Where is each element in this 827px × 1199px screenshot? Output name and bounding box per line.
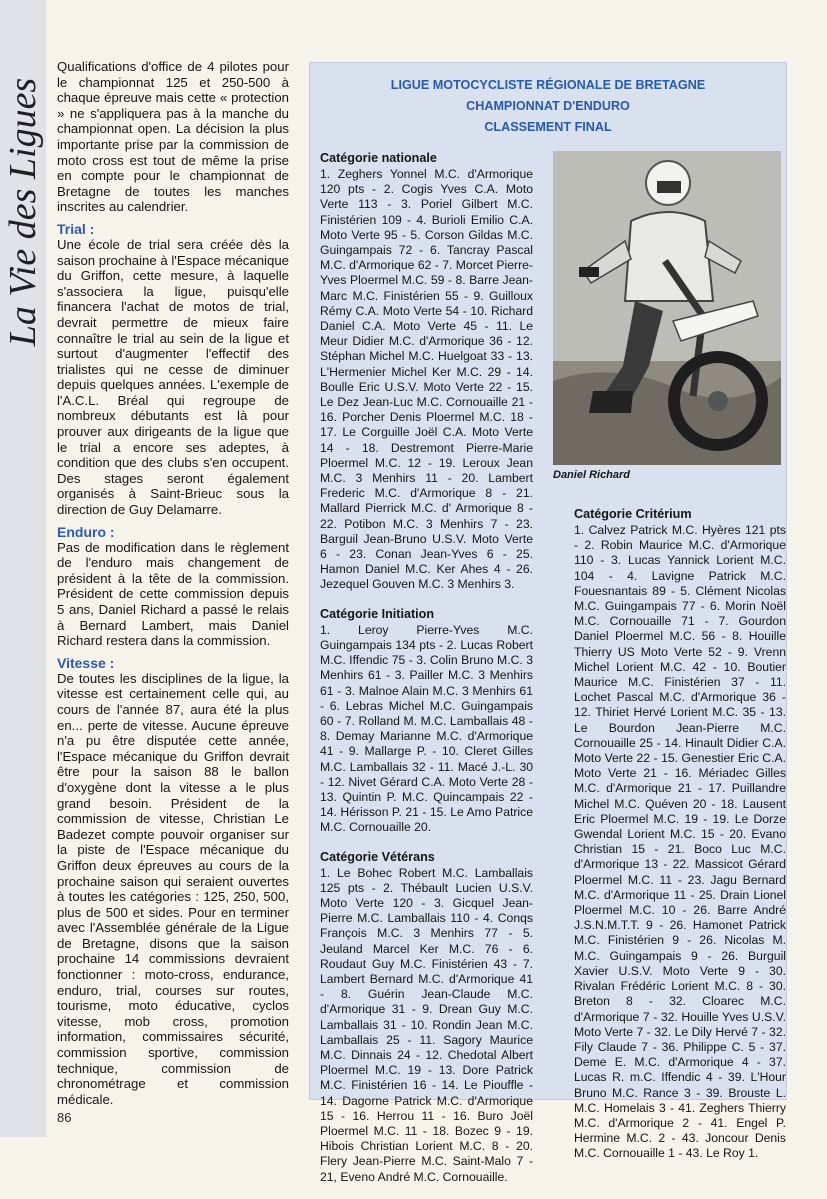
intro-paragraph: Qualifications d'office de 4 pilotes pour le championnat 125 et 250-500 à chaque épreuve mais cette « protection » ne s'appliquera pas à la manche du championnat open. La décision la plus importante prise par la commission de moto cross est tout de même la prise en compte pour le championnat de Bretagne de toutes les manches inscrites au calendrier.	[57, 59, 289, 215]
vitesse-paragraph: De toutes les disciplines de la ligue, la vitesse est certainement celle qui, au cours de l'année 87, aura été la plus en... perte de vitesse. Aucune épreuve n'a pu être disputée cette année, l'Espace mécanique du Griffon devrait être pour la saison 88 le ballon d'oxygène dont la vitesse a le plus grand besoin. Président de la commission de vitesse, Christian Le Badezet compte pouvoir organiser sur la piste de l'Espace mécanique du Griffon deux épreuves au cours de la prochaine saison qui seraient ouvertes à toutes les catégories : 125, 250, 500, plus de 500 et sides. Pour en terminer avec l'Assemblée générale de la Ligue de Bretagne, disons que la saison prochaine 14 commissions devraient fonctionner : moto-cross, endurance, enduro, trial, courses sur routes, tourisme, moto éducative, cyclos vitesse, mob cross, promotion information, commissaires sécurité, commission sportive, commission technique, commission de chronométrage et commission médicale.	[57, 670, 289, 1107]
category-title: Catégorie Critérium	[574, 507, 692, 521]
results-header	[310, 75, 786, 138]
category-initiation	[320, 607, 533, 836]
category-veterans	[320, 850, 533, 1185]
rider-photo	[553, 151, 781, 465]
section-title-text: La Vie des Ligues	[2, 77, 45, 347]
article-left-column	[57, 59, 289, 1107]
category-title: Catégorie Initiation	[320, 606, 435, 621]
trial-heading: Trial :	[57, 220, 95, 237]
photo-caption: Daniel Richard	[553, 469, 631, 481]
category-results: 1. Calvez Patrick M.C. Hyères 121 pts - 2. Robin Maurice M.C. d'Armorique 110 - 3. Lucas Yannick Lorient M.C. 104 - 4. Lavigne Patrick M.C. Fouesnantais 89 - 5. Clément Nicolas M.C. Guingampais 77 - 6. Morin Noël M.C. Cornouaille 71 - 7. Gourdon Daniel Ploermel M.C. 56 - 8. Houille Thierry US Moto Verte 52 - 9. Vrenn Michel Lorient M.C. 42 - 10. Boutier Maurice M.C. Finistérien 37 - 11. Lochet Pascal M.C. d'Armorique 36 - 12. Thiriet Hervé Lorient M.C. 35 - 13. Le Bourdon Jean-Pierre M.C. Cornouaille 25 - 14. Hinault Didier C.A. Moto Verte 22 - 15. Genestier Eric C.A. Moto Verte 21 - 16. Mériadec Gilles M.C. d'Armorique 21 - 17. Puillandre Michel M.C. Quéven 20 - 18. Lausent Eric Ploermel M.C. 19 - 19. Le Dorze Gwendal Lorient M.C. 15 - 20. Evano Christian 15 - 21. Boco Luc M.C. d'Armorique 13 - 22. Massicot Gérard Ploermel M.C. 11 - 23. Jagu Bernard M.C. d'Armorique 11 - 25. Drain Lionel Ploermel M.C. 10 - 26. Barre André J.S.N.M.T.T. 9 - 26. Hamonet Patrick M.C. Finistérien 9 - 26. Nicolas M. M.C. Guingampais 9 - 26. Burguil Xavier U.S.V. Moto Verte 9 - 30. Rivalan Frédéric Lorient M.C. 8 - 30. Breton 8 - 32. Cloarec M.C. d'Armorique 7 - 32. Houille Yves U.S.V. Moto Verte 7 - 32. Le Dily Hervé 7 - 32. Fily Claude 7 - 36. Philippe C. 5 - 37. Deme E. M.C. d'Armorique 4 - 37. Lucas R. m.C. Iffendic 4 - 39. L'Hour Bruno M.C. Rance 3 - 39. Brouste L. M.C. Homelais 3 - 41. Zeghers Thierry M.C. d'Armorique 2 - 41. Engel P. Hermine M.C. 2 - 43. Joncour Denis M.C. Cornouaille 1 - 43. Le Roy 1.	[574, 523, 786, 1161]
ranking-title: CLASSEMENT FINAL	[484, 120, 612, 134]
motorcycle-rider-image	[553, 151, 781, 465]
championship-title: CHAMPIONNAT D'ENDURO	[466, 99, 630, 113]
category-results: 1. Zeghers Yonnel M.C. d'Armorique 120 pts - 2. Cogis Yves C.A. Moto Verte 113 - 3. Poriel Gilbert M.C. Finistérien 109 - 4. Burioli Emilio C.A. Moto Verte 95 - 5. Corson Gildas M.C. Guingampais 72 - 6. Tancray Pascal M.C. d'Armorique 62 - 7. Morcet Pierre-Yves Ploermel M.C. 59 - 8. Barre Jean-Marc M.C. Finistérien 55 - 9. Guilloux Rémy C.A. Moto Verte 54 - 10. Richard Daniel C.A. Moto Verte 45 - 11. Le Meur Didier M.C. d'Armorique 36 - 12. Stéphan Michel M.C. Huelgoat 33 - 13. L'Hermenier Michel Ker M.C. 29 - 14. Boulle Eric U.S.V. Moto Verte 22 - 15. Le Dez Jean-Luc M.C. Cornouaille 21 - 16. Porcher Denis Ploermel M.C. 18 - 17. Le Corguille Joël C.A. Moto Verte 14 - 18. Destremont Pierre-Marie Ploermel M.C. 12 - 19. Leroux Jean M.C. 3 Menhirs 11 - 20. Lambert Frederic M.C. d'Armorique 8 - 21. Mallard Pierrick M.C. d' Armorique 8 - 22. Potibon M.C. 3 Menhirs 7 - 23. Barguil Jean-Bruno U.S.V. Moto Verte 6 - 23. Conan Jean-Yves 6 - 25. Hamon Daniel M.C. Ker Ahes 4 - 26. Jezequel Gouven M.C. 3 Menhirs 3.	[320, 167, 533, 592]
enduro-heading: Enduro :	[57, 523, 115, 540]
trial-paragraph: Une école de trial sera créée dès la saison prochaine à l'Espace mécanique du Griffon, cette mesure, à laquelle s'associera la ligue, puisqu'elle financera l'achat de motos de trial, devrait permettre de mieux faire connaître le trial au sein de la ligue et surtout d'augmenter l'effectif des trialistes qui ne cesse de diminuer depuis quelques années. L'exemple de l'A.C.L. Bréal qui regroupe de nombreux débutants est là pour prouver aux dirigeants de la ligue que le trial a encore ses adeptes, à condition que des clubs s'en occupent. Des stages seront également organisés à Saint-Brieuc sous la direction de Guy Delamarre.	[57, 236, 289, 518]
section-title-vertical	[0, 62, 46, 362]
league-title: LIGUE MOTOCYCLISTE RÉGIONALE DE BRETAGNE	[390, 78, 706, 92]
category-title: Catégorie nationale	[320, 151, 437, 165]
category-results: 1. Leroy Pierre-Yves M.C. Guingampais 134 pts - 2. Lucas Robert M.C. Iffendic 75 - 3. Colin Bruno M.C. 3 Menhirs 61 - 3. Pailler M.C. 3 Menhirs 61 - 3. Malnoe Alain M.C. 3 Menhirs 61 - 6. Lebras Michel M.C. Guingampais 60 - 7. Rolland M. M.C. Lamballais 48 - 8. Demay Marianne M.C. d'Armorique 41 - 9. Mallarge P. - 10. Cleret Gilles M.C. Lamballais 32 - 11. Macé J.-L. 30 - 12. Nivet Gérard C.A. Moto Verte 28 - 13. Quintin P. M.C. Quincampais 22 - 14. Hérisson P. 21 - 15. Le Amo Patrice M.C. Cornouaille 20.	[320, 622, 533, 835]
enduro-paragraph: Pas de modification dans le règlement de l'enduro mais changement de président à la tête de la commission. Président de cette commission depuis 5 ans, Daniel Richard a passé le relais à Bernard Lambert, mais Daniel Richard restera dans la commission.	[57, 539, 289, 649]
page-number: 86	[57, 1110, 72, 1125]
category-results: 1. Le Bohec Robert M.C. Lamballais 125 pts - 2. Thébault Lucien U.S.V. Moto Verte 120 - 3. Gicquel Jean-Pierre M.C. Lamballais 110 - 4. Conqs François M.C. 3 Menhirs 77 - 5. Jeuland Marcel Ker M.C. 76 - 6. Roudaut Guy M.C. Finistérien 43 - 7. Lambert Bernard M.C. d'Armorique 41 - 8. Guérin Jean-Claude M.C. d'Armorique 31 - 9. Drean Guy M.C. Lamballais 31 - 10. Rondin Jean M.C. Lamballais 25 - 11. Sagory Maurice M.C. Dinnais 24 - 12. Chedotal Albert Ploermel M.C. 19 - 13. Dore Patrick M.C. Finistérien 16 - 14. Le Piouffle - 14. Dagorne Patrick M.C. d'Armorique 15 - 16. Herrou 11 - 16. Buro Joël Ploermel M.C. 11 - 18. Bozec 9 - 19. Hibois Christian Lorient M.C. 8 - 20. Flery Jean-Pierre M.C. Saint-Malo 7 - 21, Eveno André M.C. Cornouaille.	[320, 865, 533, 1184]
results-column-right	[574, 507, 786, 1162]
vitesse-heading: Vitesse :	[57, 654, 115, 671]
category-title: Catégorie Vétérans	[320, 849, 435, 864]
results-column-left	[320, 151, 533, 1199]
category-nationale	[320, 151, 533, 593]
